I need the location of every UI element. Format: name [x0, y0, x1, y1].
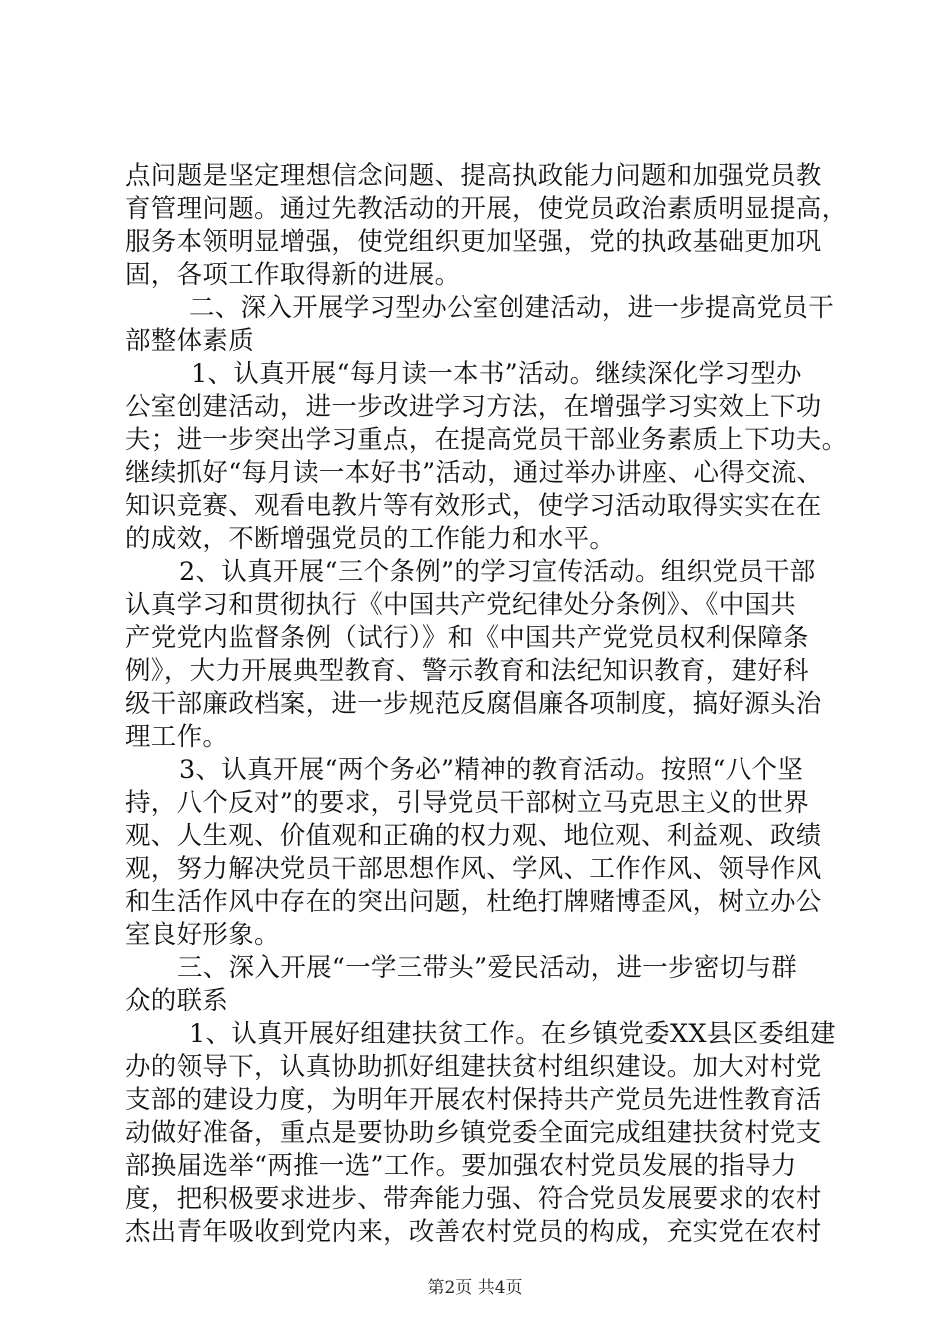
paragraph-start: 2、认真开展“三个条例”的学习宣传活动。组织党员干部: [179, 557, 816, 587]
text-line: 认真学习和贯彻执行《中国共产党纪律处分条例》、《中国共: [125, 590, 797, 620]
text-line: 度，把积极要求进步、带奔能力强、符合党员发展要求的农村: [125, 1184, 822, 1214]
text-line: 例》，大力开展典型教育、警示教育和法纪知识教育，建好科: [125, 656, 809, 686]
document-body: [125, 160, 848, 1249]
text-line: 公室创建活动，进一步改进学习方法，在增强学习实效上下功: [125, 392, 822, 422]
text-line: 产党党内监督条例（试行）》和《中国共产党党员权利保障条: [125, 623, 809, 653]
text-line: 持，八个反对”的要求，引导党员干部树立马克思主义的世界: [125, 788, 810, 818]
text-line: 观，努力解决党员干部思想作风、学风、工作作风、领导作风: [125, 854, 822, 884]
text-line: 育管理问题。通过先教活动的开展，使党员政治素质明显提高，: [125, 194, 848, 224]
section-heading-cont: 众的联系: [125, 986, 229, 1016]
text-line: 点问题是坚定理想信念问题、提高执政能力问题和加强党员教: [125, 161, 822, 191]
text-line: 办的领导下，认真协助抓好组建扶贫村组织建设。加大对村党: [125, 1052, 822, 1082]
text-line: 理工作。: [125, 722, 229, 752]
text-line: 观、人生观、价值观和正确的权力观、地位观、利益观、政绩: [125, 821, 822, 851]
text-line: 级干部廉政档案，进一步规范反腐倡廉各项制度，搞好源头治: [125, 689, 822, 719]
text-line: 部换届选举“两推一选”工作。要加强农村党员发展的指导力: [125, 1151, 797, 1181]
text-line: 服务本领明显增强，使党组织更加坚强，党的执政基础更加巩: [125, 227, 822, 257]
text-line: 支部的建设力度，为明年开展农村保持共产党员先进性教育活: [125, 1085, 822, 1115]
text-line: 继续抓好“每月读一本好书”活动，通过举办讲座、心得交流、: [125, 458, 823, 488]
text-line: 动做好准备，重点是要协助乡镇党委全面完成组建扶贫村党支: [125, 1118, 822, 1148]
text-line: 室良好形象。: [125, 920, 280, 950]
page-number-label: 第2页 共4页: [427, 1278, 523, 1298]
section-heading: 三、深入开展“一学三带头”爱民活动，进一步密切与群: [177, 953, 798, 983]
text-line: 知识竞赛、观看电教片等有效形式，使学习活动取得实实在在: [125, 491, 822, 521]
text-line: 固，各项工作取得新的进展。: [125, 260, 461, 290]
paragraph-start: 3、认真开展“两个务必”精神的教育活动。按照“八个坚: [179, 755, 804, 785]
section-heading: 二、深入开展学习型办公室创建活动，进一步提高党员干: [189, 293, 835, 323]
paragraph-start: 1、认真开展好组建扶贫工作。在乡镇党委XX县区委组建: [189, 1019, 836, 1049]
section-heading-cont: 部整体素质: [125, 326, 255, 356]
text-line: 夫；进一步突出学习重点，在提高党员干部业务素质上下功夫。: [125, 425, 848, 455]
page-footer: [0, 1276, 950, 1300]
text-line: 和生活作风中存在的突出问题，杜绝打牌赌博歪风，树立办公: [125, 887, 822, 917]
text-line: 的成效，不断增强党员的工作能力和水平。: [125, 524, 616, 554]
text-line: 杰出青年吸收到党内来，改善农村党员的构成，充实党在农村: [125, 1217, 822, 1247]
paragraph-start: 1、认真开展“每月读一本书”活动。继续深化学习型办: [191, 359, 802, 389]
